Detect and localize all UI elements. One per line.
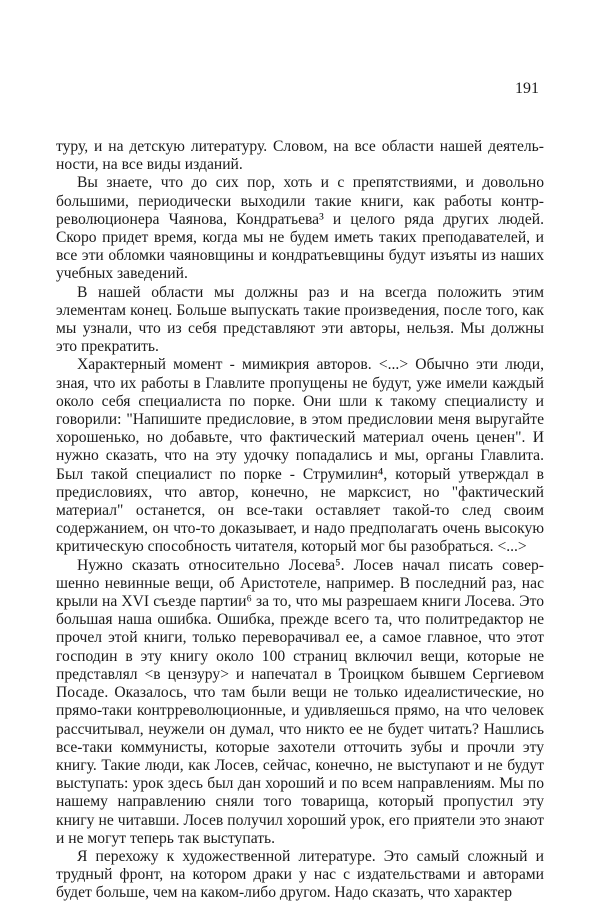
- paragraph-1: туру, и на детскую литературу. Словом, на все области нашей деятельности, на все виды изданий.: [56, 138, 544, 174]
- paragraph-5: Нужно сказать относительно Лосева⁵. Лосев начал писать совершенно невинные вещи, об Аристотеле, например. В последний раз, нас крыли на XVI съезде партии⁶ за то, что мы разрешаем книги Лосева. Это большая наша ошибка. Ошибка, прежде всего та, что политредактор не прочел этой книги, только переворачивал ее, а самое главное, что этот господин в эту книгу около 100 страниц включил вещи, которые не представлял <в цензуру> и напечатал в Троицком бывшем Сергиевом Посаде. Оказалось, что там были вещи не только идеалистические, но прямо-таки контрреволюционные, и удивляешься прямо, на что человек рассчитывал, неужели он думал, что никто ее не будет читать? Нашлись все-таки коммунисты, которые захотели отточить зубы и прочли эту книгу. Такие люди, как Лосев, сейчас, конечно, не выступают и не будут выступать: урок здесь был дан хороший и по всем направлениям. Мы по нашему направлению сняли того товарища, который пропустил эту книгу не читавши. Лосев получил хороший урок, его приятели это знают и не могут теперь так выступать.: [56, 556, 544, 847]
- body-text: [56, 138, 544, 903]
- paragraph-6: Я перехожу к художественной литературе. Это самый сложный и трудный фронт, на котором драки у нас с издательствами и авторами будет больше, чем на каком-либо другом. Надо сказать, что характер: [56, 847, 544, 902]
- paragraph-3: В нашей области мы должны раз и на всегда положить этим элементам конец. Больше выпускать такие произведения, после того, как мы узнали, что из себя представляют эти авторы, нельзя. Мы должны это прекратить.: [56, 283, 544, 356]
- page-number: 191: [515, 80, 539, 97]
- paragraph-4: Характерный момент - мимикрия авторов. <...> Обычно эти люди, зная, что их работы в Главлите пропущены не будут, уже имели каждый около себя специалиста по порке. Они шли к такому специалисту и говорили: "Напишите предисловие, в этом предисловии меня выругайте хорошенько, но добавьте, что фактический материал очень ценен". И нужно сказать, что на эту удочку попадались и мы, органы Главлита. Был такой специалист по порке - Струмилин⁴, который утверждал в предисловиях, что автор, конечно, не марксист, но "фактический материал" останется, он все-таки оставляет такой-то след своим содержанием, он что-то доказывает, и надо предполагать очень высокую критическую способность читателя, который мог бы разобраться. <...>: [56, 356, 544, 556]
- paragraph-2: Вы знаете, что до сих пор, хоть и с препятствиями, и довольно большими, периодически выходили такие книги, как работы контрреволюционера Чаянова, Кондратьева³ и целого ряда других людей. Скоро придет время, когда мы не будем иметь таких преподавателей, и все эти обломки чаяновщины и кондратьевщины будут изъяты из наших учебных заведений.: [56, 174, 544, 283]
